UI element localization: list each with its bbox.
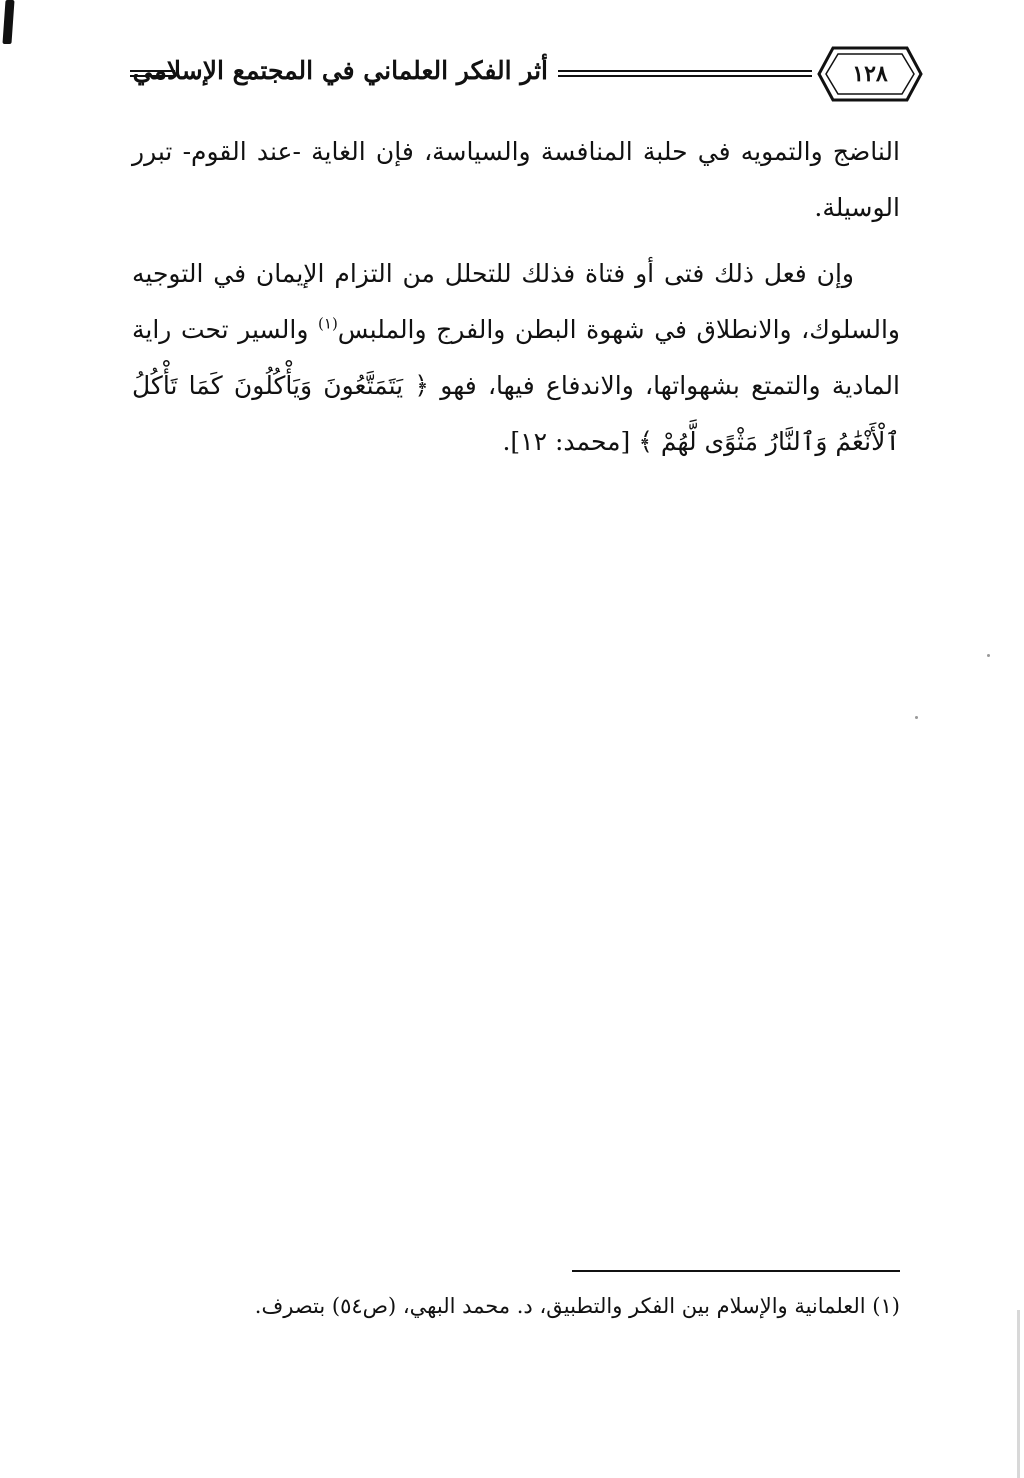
quran-verse: ﴿ يَتَمَتَّعُونَ وَيَأْكُلُونَ كَمَا تَأْكُلُ ٱلْأَنْعَٰمُ وَٱلنَّارُ مَثْوًى لَّهُمْ ﴾	[132, 371, 900, 456]
main-text	[132, 124, 900, 480]
scan-speck	[915, 716, 918, 719]
page-number: ١٢٨	[852, 61, 888, 87]
page-header	[130, 40, 925, 110]
footnote-separator	[572, 1270, 900, 1272]
paragraph-text: والسير تحت راية المادية والتمتع بشهواتها، والاندفاع فيها، فهو	[132, 315, 900, 400]
verse-reference: [محمد: ١٢].	[502, 427, 631, 456]
paragraph: الناضج والتمويه في حلبة المنافسة والسياسة، فإن الغاية -عند القوم- تبرر الوسيلة.	[132, 137, 900, 222]
paragraph	[132, 246, 900, 470]
header-rule	[558, 70, 812, 77]
paragraph-text: وإن فعل ذلك فتى أو فتاة فذلك للتحلل من التزام الإيمان في التوجيه والسلوك، والانطلاق في شهوة البطن والفرج والملبس	[132, 259, 900, 344]
running-title: أثر الفكر العلماني في المجتمع الإسلامي	[132, 56, 548, 85]
header-rule-end	[130, 70, 175, 77]
footnote: (١) العلمانية والإسلام بين الفكر والتطبيق، د. محمد البهي، (ص٥٤) بتصرف.	[254, 1294, 900, 1318]
scan-edge-mark	[2, 0, 14, 44]
footnote-reference: (١)	[318, 314, 338, 333]
scan-speck	[987, 654, 990, 657]
page-number-badge	[815, 42, 925, 106]
scan-edge-line	[1017, 1310, 1020, 1478]
